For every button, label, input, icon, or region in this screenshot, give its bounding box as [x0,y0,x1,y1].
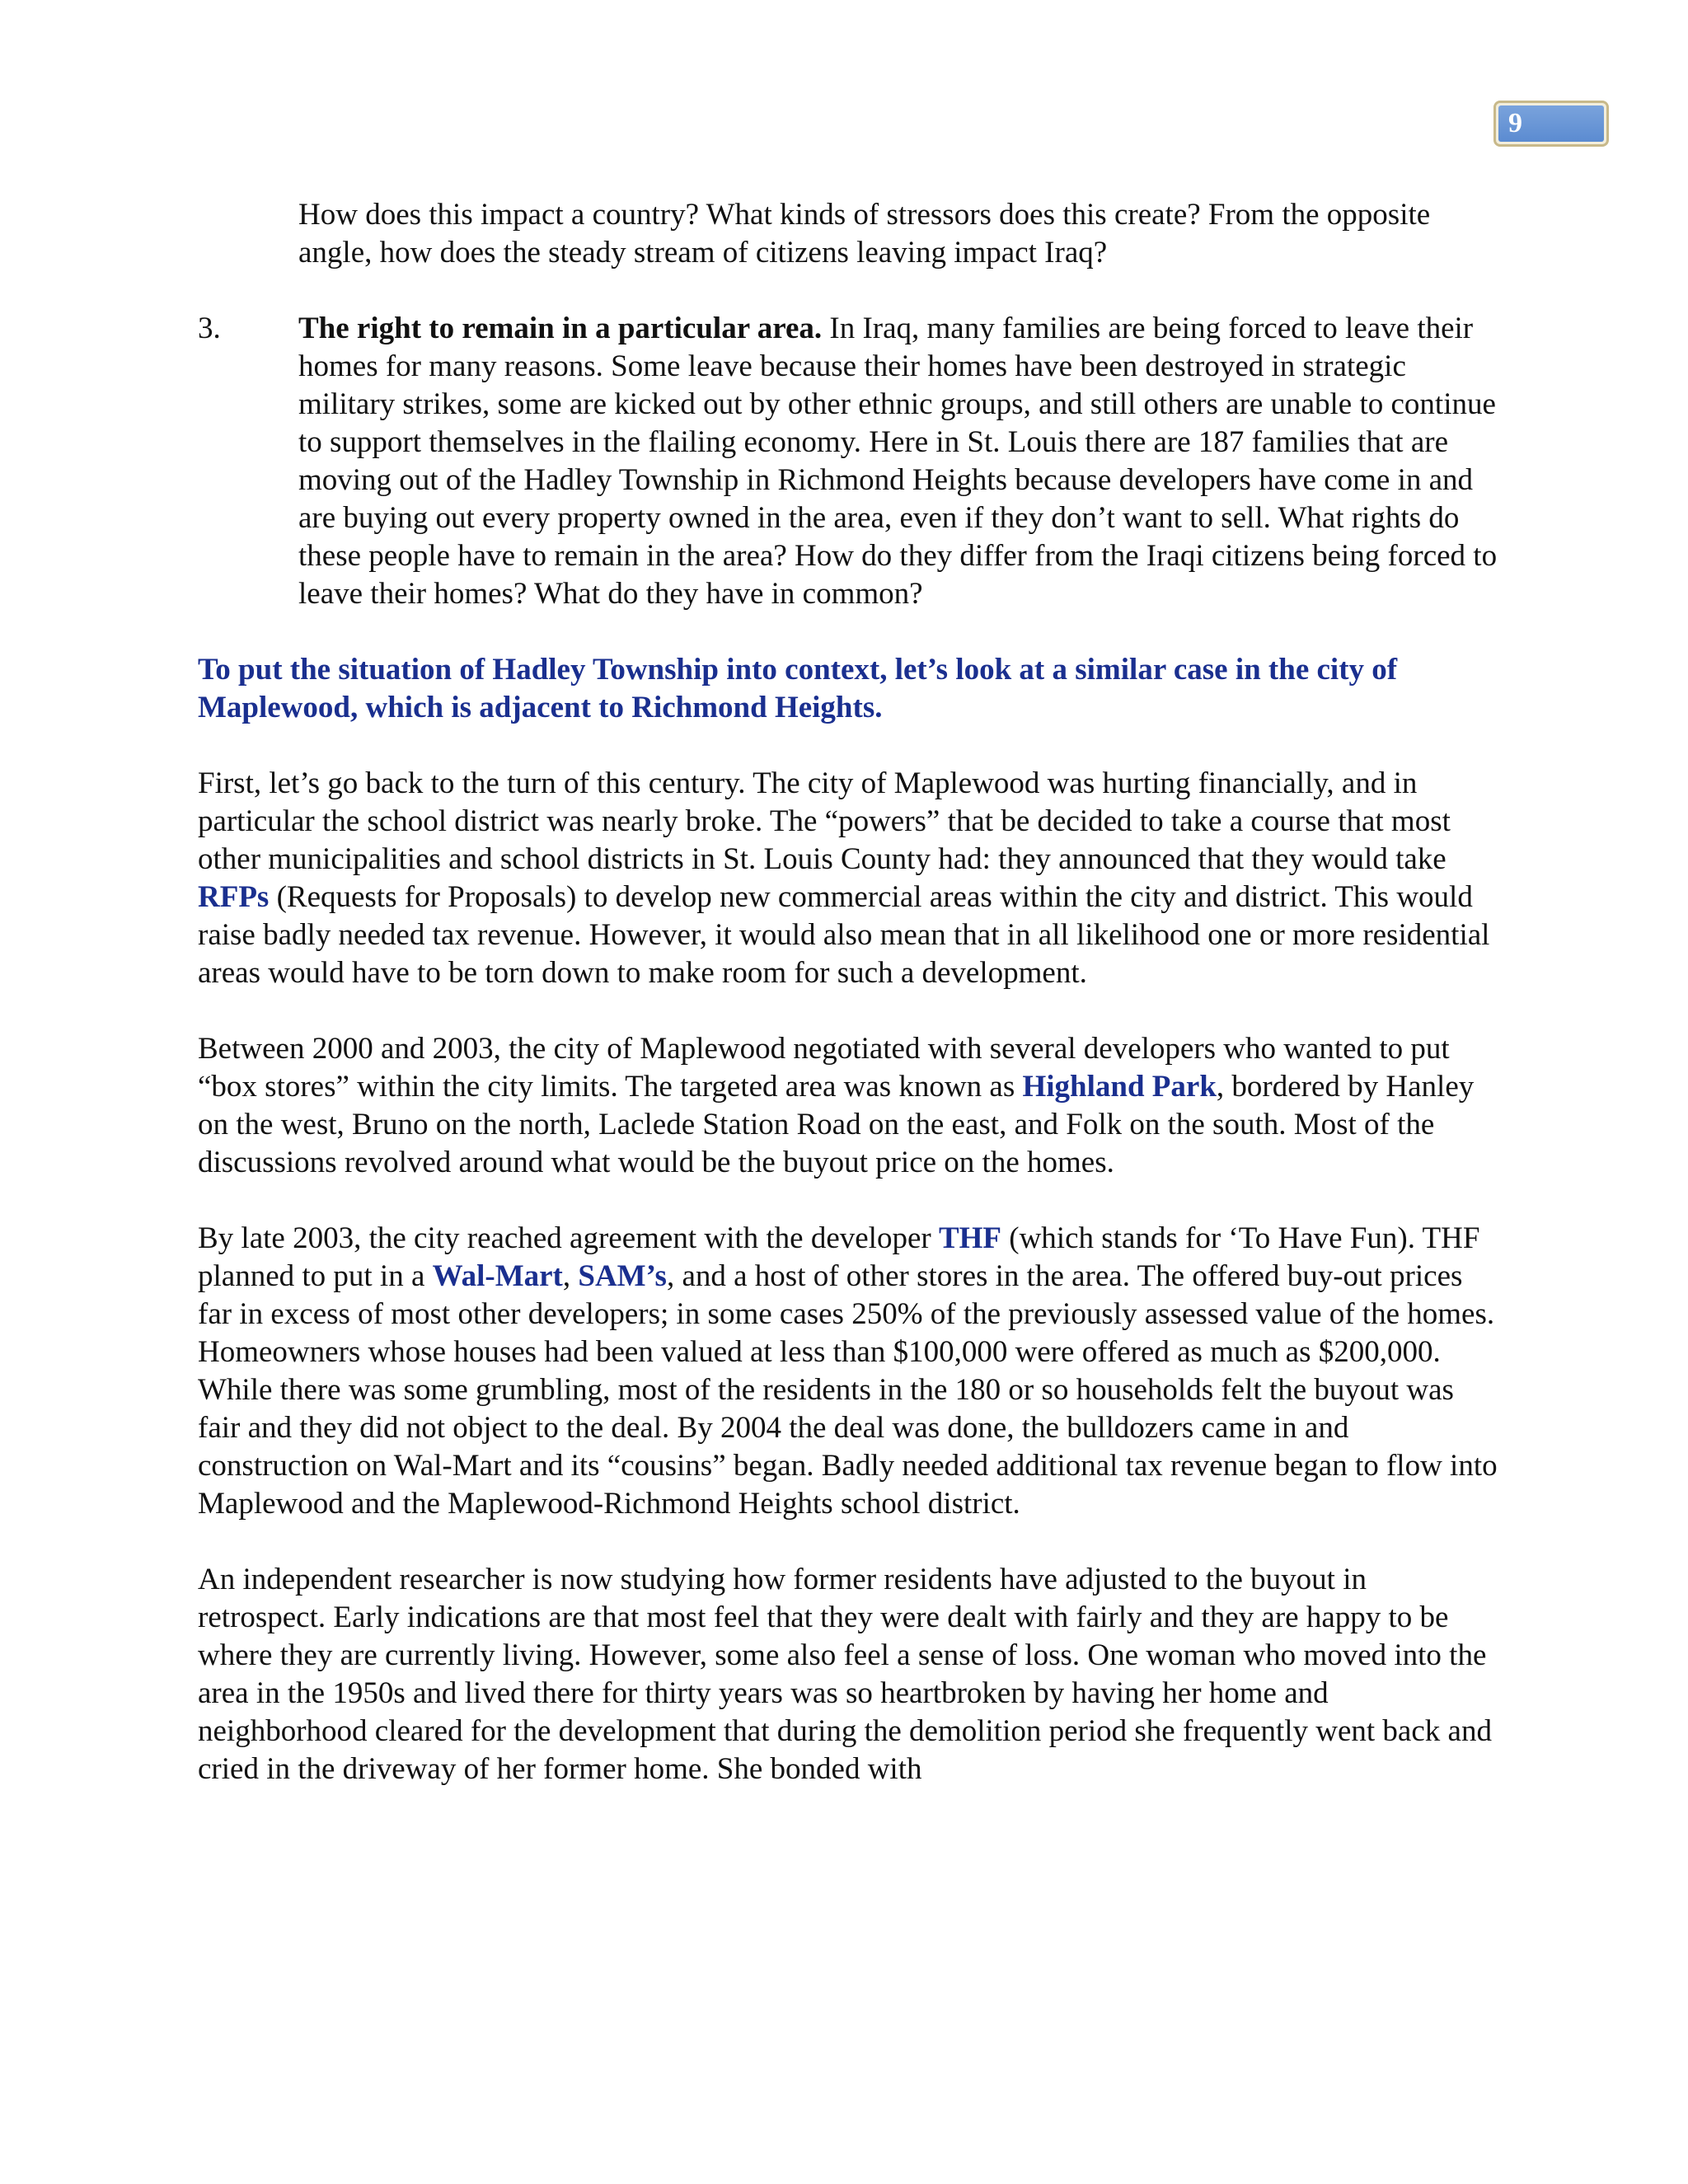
context-heading: To put the situation of Hadley Township into context, let’s look at a similar case in the city of Maplewood, which is adjacent to Richmond Heights. [198,653,1398,724]
paragraph-1 [198,765,1500,992]
paragraph-text: First, let’s go back to the turn of this century. The city of Maplewood was hurting financially, and in particular the school district was nearly broke. The “powers” that be decided to take a course that most other municipalities and school districts in St. Louis County had: they announced that they would take [198,766,1451,876]
paragraph-4: An independent researcher is now studying how former residents have adjusted to the buyout in retrospect. Early indications are that most feel that they were dealt with fairly and they are happy to be where they are currently living. However, some also feel a sense of loss. One woman who moved into the area in the 1950s and lived there for thirty years was so heartbroken by having her home and neighborhood cleared for the development that during the demolition period she frequently went back and cried in the driveway of her former home. She bonded with [198,1563,1492,1786]
document-body [198,196,1500,1788]
sams-highlight: SAM’s [578,1259,667,1293]
paragraph-text: (which stands for ‘To Have Fun). THF planned to put in a [198,1221,1480,1293]
paragraph-text: , and a host of other stores in the area. The offered buy-out prices far in excess of most other developers; in some cases 250% of the previously assessed value of the homes. Homeowners whose houses had been valued at less than $100,000 were offered as much as $200,000. While there was some grumbling, most of the residents in the 180 or so households felt the buyout was fair and they did not object to the deal. By 2004 the deal was done, the bulldozers came in and construction on Wal-Mart and its “cousins” began. Badly needed additional tax revenue began to flow into Maplewood and the Maplewood-Richmond Heights school district. [198,1259,1498,1521]
paragraph-3 [198,1220,1500,1523]
list-item-3 [198,310,1500,613]
page-number-badge [1493,101,1609,147]
paragraph-text: By late 2003, the city reached agreement with the developer [198,1221,939,1255]
paragraph-text: , bordered by Hanley on the west, Bruno on the north, Laclede Station Road on the east, and Folk on the south. Most of the discussions revolved around what would be the buyout price on the homes. [198,1070,1475,1179]
highland-park-highlight: Highland Park [1022,1070,1217,1104]
paragraph-text: (Requests for Proposals) to develop new commercial areas within the city and district. This would raise badly needed tax revenue. However, it would also mean that in all likelihood one or more residential areas would have to be torn down to make room for such a development. [198,880,1490,990]
list-item-title: The right to remain in a particular area. [298,312,823,345]
list-item-text: In Iraq, many families are being forced to leave their homes for many reasons. Some leave because their homes have been destroyed in strategic military strikes, some are kicked out by other ethnic groups, and still others are unable to continue to support themselves in the flailing economy. Here in St. Louis there are 187 families that are moving out of the Hadley Township in Richmond Heights because developers have come in and are buying out every property owned in the area, even if they don’t want to sell. What rights do these people have to remain in the area? How do they differ from the Iraqi citizens being forced to leave their homes? What do they have in common? [298,312,1498,611]
walmart-highlight: Wal-Mart [432,1259,563,1293]
rfps-highlight: RFPs [198,880,270,914]
thf-highlight: THF [938,1221,1002,1255]
paragraph-2 [198,1030,1500,1182]
page-number: 9 [1498,105,1604,142]
paragraph-text: Between 2000 and 2003, the city of Maplewood negotiated with several developers who wanted to put “box stores” within the city limits. The targeted area was known as [198,1032,1450,1104]
list-item-body [298,310,1500,613]
intro-paragraph: How does this impact a country? What kinds of stressors does this create? From the opposite angle, how does the steady stream of citizens leaving impact Iraq? [298,198,1431,269]
list-number: 3. [198,312,221,345]
paragraph-text: , [562,1259,579,1293]
